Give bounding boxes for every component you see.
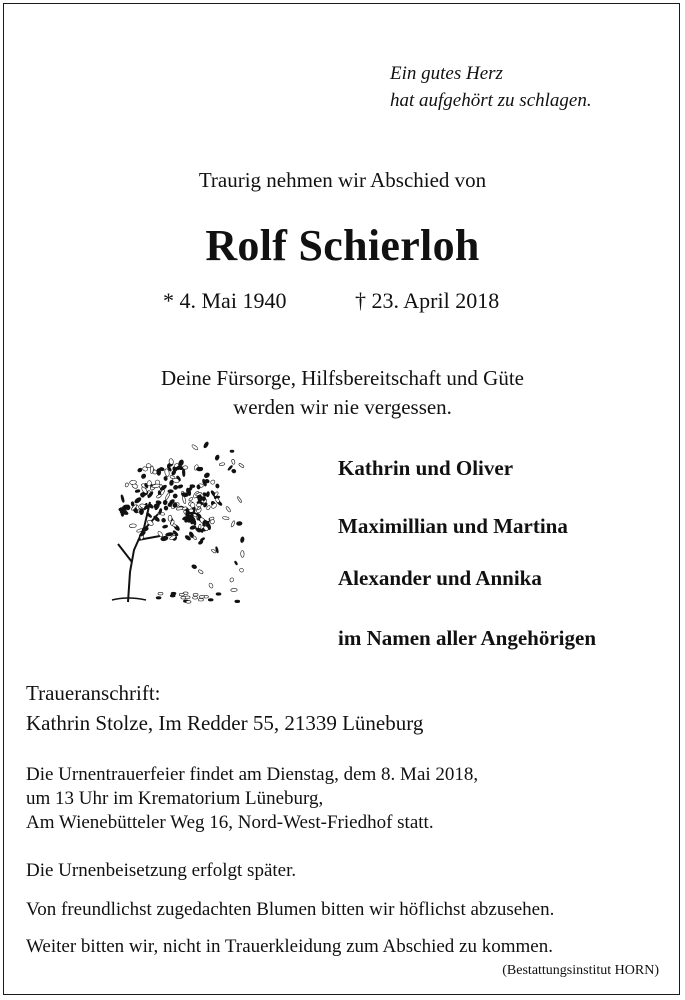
- quote-line-1: Deine Fürsorge, Hilfsbereitschaft und Güte: [161, 366, 524, 390]
- ceremony-info: [26, 763, 478, 835]
- leaf: [163, 500, 168, 506]
- falling-leaf: [215, 497, 220, 503]
- falling-leaf: [225, 506, 231, 513]
- burial-note: Die Urnenbeisetzung erfolgt später.: [26, 860, 297, 881]
- ground-leaf: [170, 595, 175, 598]
- clothing-note: Weiter bitten wir, nicht in Trauerkleidung zum Abschied zu kommen.: [26, 936, 553, 957]
- quote-line-2: werden wir nie vergessen.: [233, 395, 452, 419]
- ground-leaf: [198, 598, 203, 601]
- ground-leaf: [193, 597, 198, 600]
- leaf: [137, 467, 143, 472]
- leaf: [152, 484, 160, 489]
- falling-leaf: [231, 520, 236, 527]
- leaf: [168, 490, 174, 493]
- leaf: [120, 511, 127, 514]
- falling-leaf: [237, 496, 242, 503]
- leaf: [134, 497, 142, 505]
- falling-leaf: [231, 469, 236, 474]
- leaf: [164, 476, 168, 481]
- falling-leaf: [231, 588, 237, 591]
- leaf: [188, 497, 193, 502]
- ground-leaf: [156, 597, 161, 600]
- ceremony-line-2: um 13 Uhr im Krematorium Lüneburg,: [26, 788, 324, 809]
- leaf: [156, 468, 161, 475]
- leaf: [203, 472, 210, 479]
- ground-leaf: [179, 593, 184, 596]
- leaf: [186, 511, 190, 518]
- intro-line: Traurig nehmen wir Abschied von: [198, 168, 487, 192]
- motto-line-2: hat aufgehört zu schlagen.: [390, 90, 592, 111]
- falling-leaf: [215, 484, 219, 489]
- falling-leaf: [238, 463, 244, 468]
- falling-leaf: [219, 462, 225, 466]
- leaf: [189, 509, 194, 513]
- leaf: [173, 484, 179, 490]
- address-line: Kathrin Stolze, Im Redder 55, 21339 Lüneburg: [26, 711, 424, 735]
- falling-leaf: [215, 454, 220, 460]
- leaf: [161, 518, 166, 524]
- falling-leaf: [234, 561, 238, 566]
- ground-leaf: [235, 600, 240, 603]
- falling-leaf: [241, 550, 245, 557]
- falling-leaf: [240, 536, 245, 542]
- funeral-home-credit: (Bestattungsinstitut HORN): [502, 963, 659, 978]
- ground-leaf: [216, 593, 221, 596]
- leaf: [129, 524, 136, 528]
- ground-leaf: [185, 596, 190, 599]
- leaf: [182, 469, 185, 477]
- windblown-tree-icon: [98, 432, 248, 607]
- leaf: [164, 506, 168, 511]
- falling-leaf: [198, 540, 204, 545]
- falling-leaf: [203, 441, 209, 448]
- leaf: [196, 503, 201, 507]
- leaf: [172, 493, 178, 499]
- ceremony-line-1: Die Urnentrauerfeier findet am Dienstag, dem 8. Mai 2018,: [26, 764, 479, 785]
- leaf: [129, 480, 136, 485]
- falling-leaf: [198, 467, 203, 470]
- falling-leaf: [208, 583, 213, 589]
- signer-1: Kathrin und Oliver: [338, 456, 514, 480]
- leaf: [156, 494, 162, 499]
- signer-family: im Namen aller Angehörigen: [338, 626, 597, 650]
- falling-leaf: [229, 577, 234, 582]
- birth-date: * 4. Mai 1940: [163, 288, 287, 313]
- leaf: [142, 526, 149, 532]
- leaf: [190, 502, 195, 508]
- ground-leaf: [199, 596, 204, 599]
- address-label: Traueranschrift:: [26, 681, 161, 705]
- leaf: [162, 525, 168, 529]
- leaf: [139, 508, 144, 515]
- falling-leaf: [239, 568, 244, 573]
- motto-line-1: Ein gutes Herz: [390, 63, 503, 84]
- falling-leaf: [231, 459, 235, 465]
- leaf: [182, 496, 186, 504]
- signer-3: Alexander und Annika: [338, 566, 542, 590]
- deceased-name: Rolf Schierloh: [205, 221, 480, 270]
- falling-leaf: [222, 516, 229, 520]
- falling-leaf: [191, 444, 198, 451]
- ceremony-line-3: Am Wienebütteler Weg 16, Nord-West-Friedhof statt.: [26, 812, 434, 833]
- flowers-note: Von freundlichst zugedachten Blumen bitten wir höflichst abzusehen.: [26, 899, 555, 920]
- ground-leaf: [186, 601, 191, 604]
- falling-leaf: [192, 535, 197, 540]
- death-date: † 23. April 2018: [355, 288, 500, 313]
- falling-leaf: [236, 521, 242, 525]
- ground-leaf: [158, 592, 163, 595]
- leaf: [206, 491, 210, 497]
- leaf: [165, 492, 171, 500]
- leaf: [210, 479, 216, 485]
- memorial-quote: [0, 364, 685, 422]
- ground-leaf: [193, 593, 198, 596]
- leaf: [146, 464, 151, 468]
- motto: [390, 60, 592, 114]
- leaf: [150, 466, 154, 474]
- falling-leaf: [191, 564, 197, 569]
- leaf: [135, 489, 140, 492]
- leaf: [168, 515, 172, 521]
- falling-leaf: [198, 569, 204, 574]
- leaf: [177, 484, 183, 489]
- leaf: [125, 482, 129, 487]
- mourning-address: [26, 678, 423, 738]
- leaf: [178, 459, 185, 466]
- leaf: [170, 475, 176, 479]
- ground-leaf: [208, 599, 213, 602]
- falling-leaf: [230, 450, 234, 452]
- leaf: [141, 473, 147, 479]
- leaf: [120, 495, 124, 503]
- signer-2: Maximillian und Martina: [338, 514, 568, 538]
